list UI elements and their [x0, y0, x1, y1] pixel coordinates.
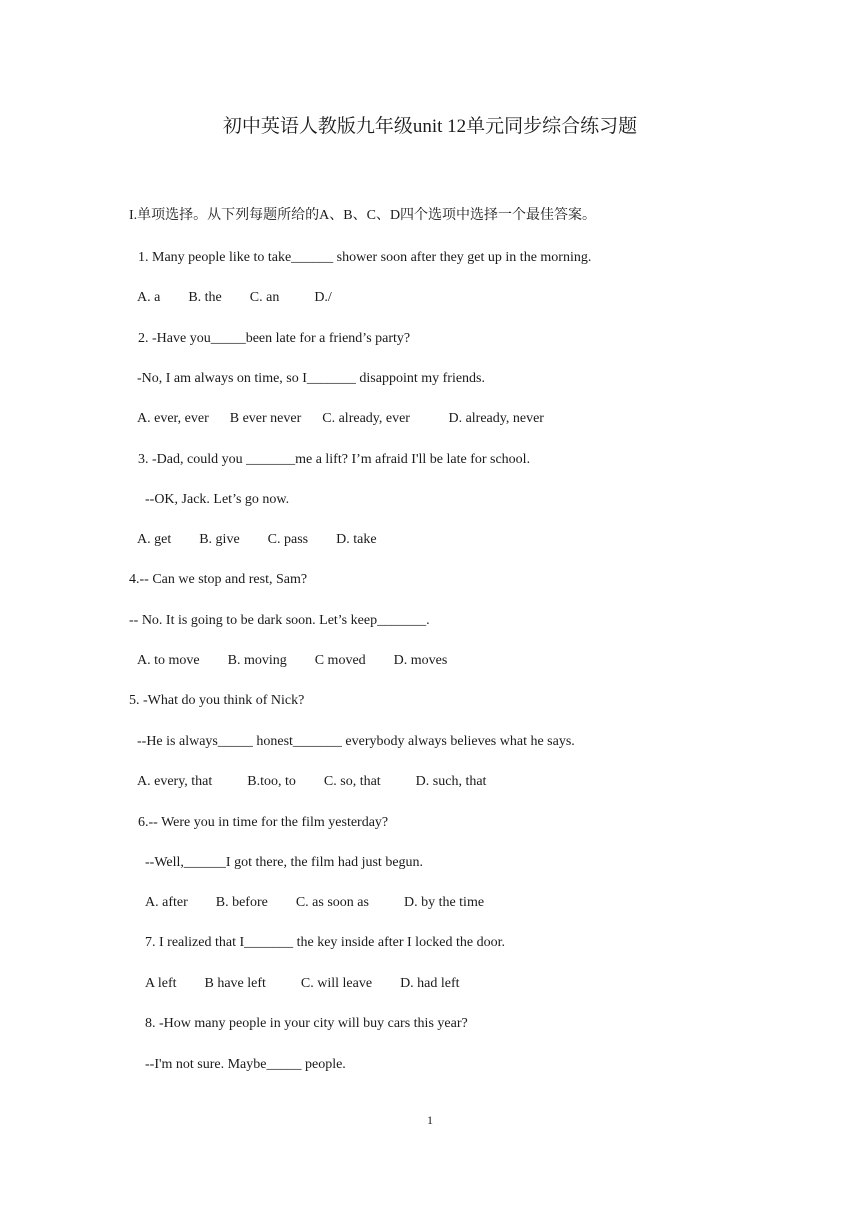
question-7-stem: 7. I realized that I_______ the key inside after I locked the door.	[145, 935, 505, 950]
document-title: 初中英语人教版九年级unit 12单元同步综合练习题	[222, 116, 638, 137]
question-8-stem: 8. -How many people in your city will buy cars this year?	[145, 1016, 468, 1031]
question-8-reply: --I'm not sure. Maybe_____ people.	[145, 1057, 346, 1072]
page-number: 1	[427, 1113, 433, 1127]
question-4-options: A. to move B. moving C moved D. moves	[137, 653, 448, 668]
question-6-stem: 6.-- Were you in time for the film yesterday?	[138, 815, 389, 830]
question-4-reply: -- No. It is going to be dark soon. Let’s keep_______.	[129, 613, 430, 628]
question-4-stem: 4.-- Can we stop and rest, Sam?	[129, 572, 308, 587]
question-1-stem: 1. Many people like to take______ shower soon after they get up in the morning.	[138, 250, 592, 265]
question-6-options: A. after B. before C. as soon as D. by the time	[145, 895, 485, 910]
question-2-options: A. ever, ever B ever never C. already, ever D. already, never	[137, 411, 544, 426]
question-2-reply: -No, I am always on time, so I_______ disappoint my friends.	[137, 371, 486, 386]
question-3-reply: --OK, Jack. Let’s go now.	[145, 492, 290, 507]
question-5-options: A. every, that B.too, to C. so, that D. such, that	[137, 774, 487, 789]
question-3-options: A. get B. give C. pass D. take	[137, 532, 377, 547]
question-5-stem: 5. -What do you think of Nick?	[129, 693, 305, 708]
question-5-reply: --He is always_____ honest_______ everybody always believes what he says.	[137, 734, 575, 749]
question-7-options: A left B have left C. will leave D. had left	[145, 976, 460, 991]
question-6-reply: --Well,______I got there, the film had just begun.	[145, 855, 424, 870]
question-2-stem: 2. -Have you_____been late for a friend’s party?	[138, 331, 411, 346]
question-1-options: A. a B. the C. an D./	[137, 290, 332, 305]
section-heading: I.单项选择。从下列每题所给的A、B、C、D四个选项中选择一个最佳答案。	[129, 208, 597, 223]
question-3-stem: 3. -Dad, could you _______me a lift? I’m afraid I'll be late for school.	[138, 452, 531, 467]
